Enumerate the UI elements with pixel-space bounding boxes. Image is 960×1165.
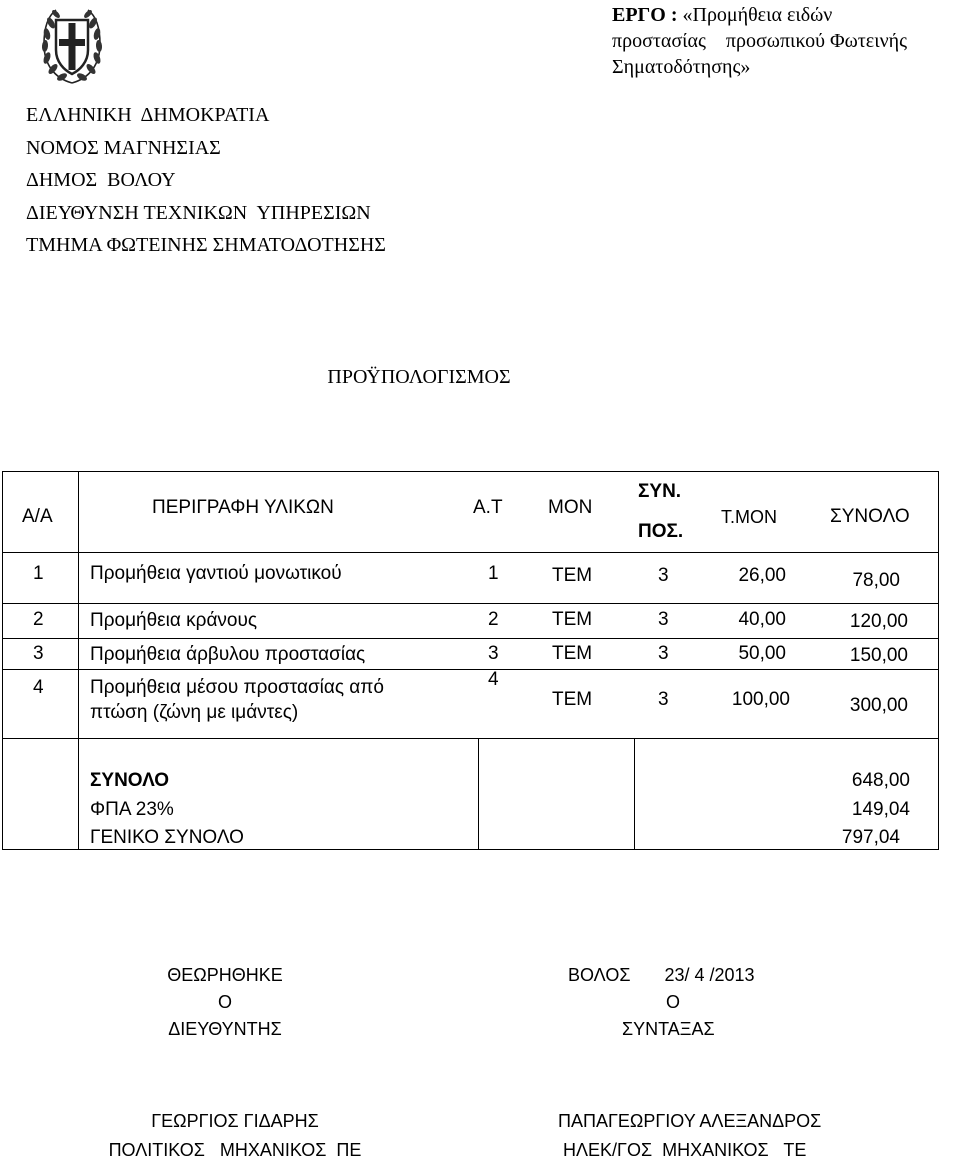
left-signatory-name: ΓΕΩΡΓΙΟΣ ΓΙΔΑΡΗΣ (151, 1111, 319, 1131)
article-label: Ο (217, 992, 232, 1012)
project-title-line: «Προμήθεια ειδών (682, 4, 833, 26)
subtotal-label: ΣΥΝΟΛΟ (90, 770, 170, 791)
subtotal-value: 648,00 (851, 770, 910, 791)
approved-label: ΘΕΩΡΗΘΗΚΕ (167, 965, 283, 985)
org-line-department: ΤΜΗΜΑ ΦΩΤΕΙΝΗΣ ΣΗΜΑΤΟΔΟΤΗΣΗΣ (26, 234, 386, 256)
header-unit-price: Τ.ΜΟΝ (721, 507, 778, 527)
row-unit: ΤΕΜ (552, 689, 593, 710)
org-line-municipality: ΔΗΜΟΣ ΒΟΛΟΥ (26, 169, 176, 191)
grand-total-value: 797,04 (841, 827, 900, 848)
row-at: 4 (488, 669, 499, 690)
row-at: 1 (488, 563, 499, 584)
row-description: Προμήθεια μέσου προστασίας από (90, 677, 384, 698)
row-description: Προμήθεια κράνους (90, 610, 258, 631)
row-unit: ΤΕΜ (552, 609, 593, 630)
greek-state-emblem-icon (40, 6, 104, 86)
place-date-line (530, 962, 820, 989)
row-qty: 3 (658, 643, 669, 664)
org-line-prefecture: ΝΟΜΟΣ ΜΑΓΝΗΣΙΑΣ (26, 136, 221, 159)
document-title: ΠΡΟΫΠΟΛΟΓΙΣΜΟΣ (327, 366, 511, 388)
row-total: 120,00 (849, 611, 908, 632)
row-description: πτώση (ζώνη με ιμάντες) (90, 702, 299, 723)
row-at: 2 (488, 609, 499, 630)
vat-value: 149,04 (851, 799, 910, 820)
header-aa: Α/Α (22, 506, 53, 527)
project-title-line: Σηματοδότησης» (612, 56, 751, 78)
vat-label: ΦΠΑ 23% (90, 799, 174, 820)
row-aa: 3 (33, 643, 44, 664)
row-unit-price: 40,00 (738, 609, 786, 630)
grand-total-label: ΓΕΝΙΚΟ ΣΥΝΟΛΟ (90, 827, 244, 848)
row-divider (3, 552, 938, 553)
row-total: 300,00 (849, 695, 908, 716)
project-title-line: προστασίας προσωπικού Φωτεινής (612, 30, 907, 52)
row-qty: 3 (658, 609, 669, 630)
right-signature-block (530, 962, 820, 1043)
column-divider (478, 738, 479, 849)
row-at: 3 (488, 643, 499, 664)
header-description: ΠΕΡΙΓΡΑΦΗ ΥΛΙΚΩΝ (152, 497, 334, 518)
row-unit-price: 26,00 (738, 565, 786, 586)
org-line-republic: ΕΛΛΗΝΙΚΗ ΔΗΜΟΚΡΑΤΙΑ (26, 104, 270, 126)
right-signatory (530, 1107, 910, 1165)
header-qty-line1: ΣΥΝ. (638, 481, 682, 502)
header-total: ΣΥΝΟΛΟ (830, 506, 910, 527)
director-label: ΔΙΕΥΘΥΝΤΗΣ (168, 1019, 282, 1039)
header-at: Α.Τ (473, 497, 503, 518)
column-divider (78, 472, 79, 849)
row-unit-price: 100,00 (731, 689, 790, 710)
row-aa: 1 (33, 563, 44, 584)
row-description: Προμήθεια άρβυλου προστασίας (90, 644, 366, 665)
org-line-directorate: ΔΙΕΥΘΥΝΣΗ ΤΕΧΝΙΚΩΝ ΥΠΗΡΕΣΙΩΝ (26, 201, 371, 224)
place-label: ΒΟΛΟΣ (568, 965, 631, 985)
project-label: ΕΡΓΟ : (612, 4, 678, 26)
row-aa: 4 (33, 677, 44, 698)
row-unit: ΤΕΜ (552, 643, 593, 664)
row-divider (3, 738, 938, 739)
left-signatory (70, 1107, 400, 1165)
right-signatory-title: ΗΛΕΚ/ΓΟΣ ΜΗΧΑΝΙΚΟΣ ΤΕ (563, 1140, 807, 1160)
row-divider (3, 638, 938, 639)
header-unit: ΜΟΝ (548, 497, 593, 518)
row-total: 78,00 (852, 570, 900, 591)
row-unit: ΤΕΜ (552, 565, 593, 586)
article-label: Ο (666, 992, 681, 1012)
row-divider (3, 669, 938, 670)
left-signatory-title: ΠΟΛΙΤΙΚΟΣ ΜΗΧΑΝΙΚΟΣ ΠΕ (108, 1140, 362, 1160)
date-label: 23/ 4 /2013 (664, 965, 755, 985)
row-description: Προμήθεια γαντιού μονωτικού (90, 563, 342, 584)
left-signature-block (120, 962, 330, 1043)
composer-label: ΣΥΝΤΑΞΑΣ (622, 1019, 715, 1039)
organization-block (26, 99, 386, 262)
row-unit-price: 50,00 (738, 643, 786, 664)
project-title (612, 2, 907, 80)
header-qty-line2: ΠΟΣ. (638, 521, 684, 542)
row-divider (3, 603, 938, 604)
row-aa: 2 (33, 609, 44, 630)
column-divider (634, 738, 635, 849)
right-signatory-name: ΠΑΠΑΓΕΩΡΓΙΟΥ ΑΛΕΞΑΝΔΡΟΣ (558, 1111, 822, 1131)
row-qty: 3 (658, 565, 669, 586)
row-qty: 3 (658, 689, 669, 710)
row-total: 150,00 (849, 645, 908, 666)
